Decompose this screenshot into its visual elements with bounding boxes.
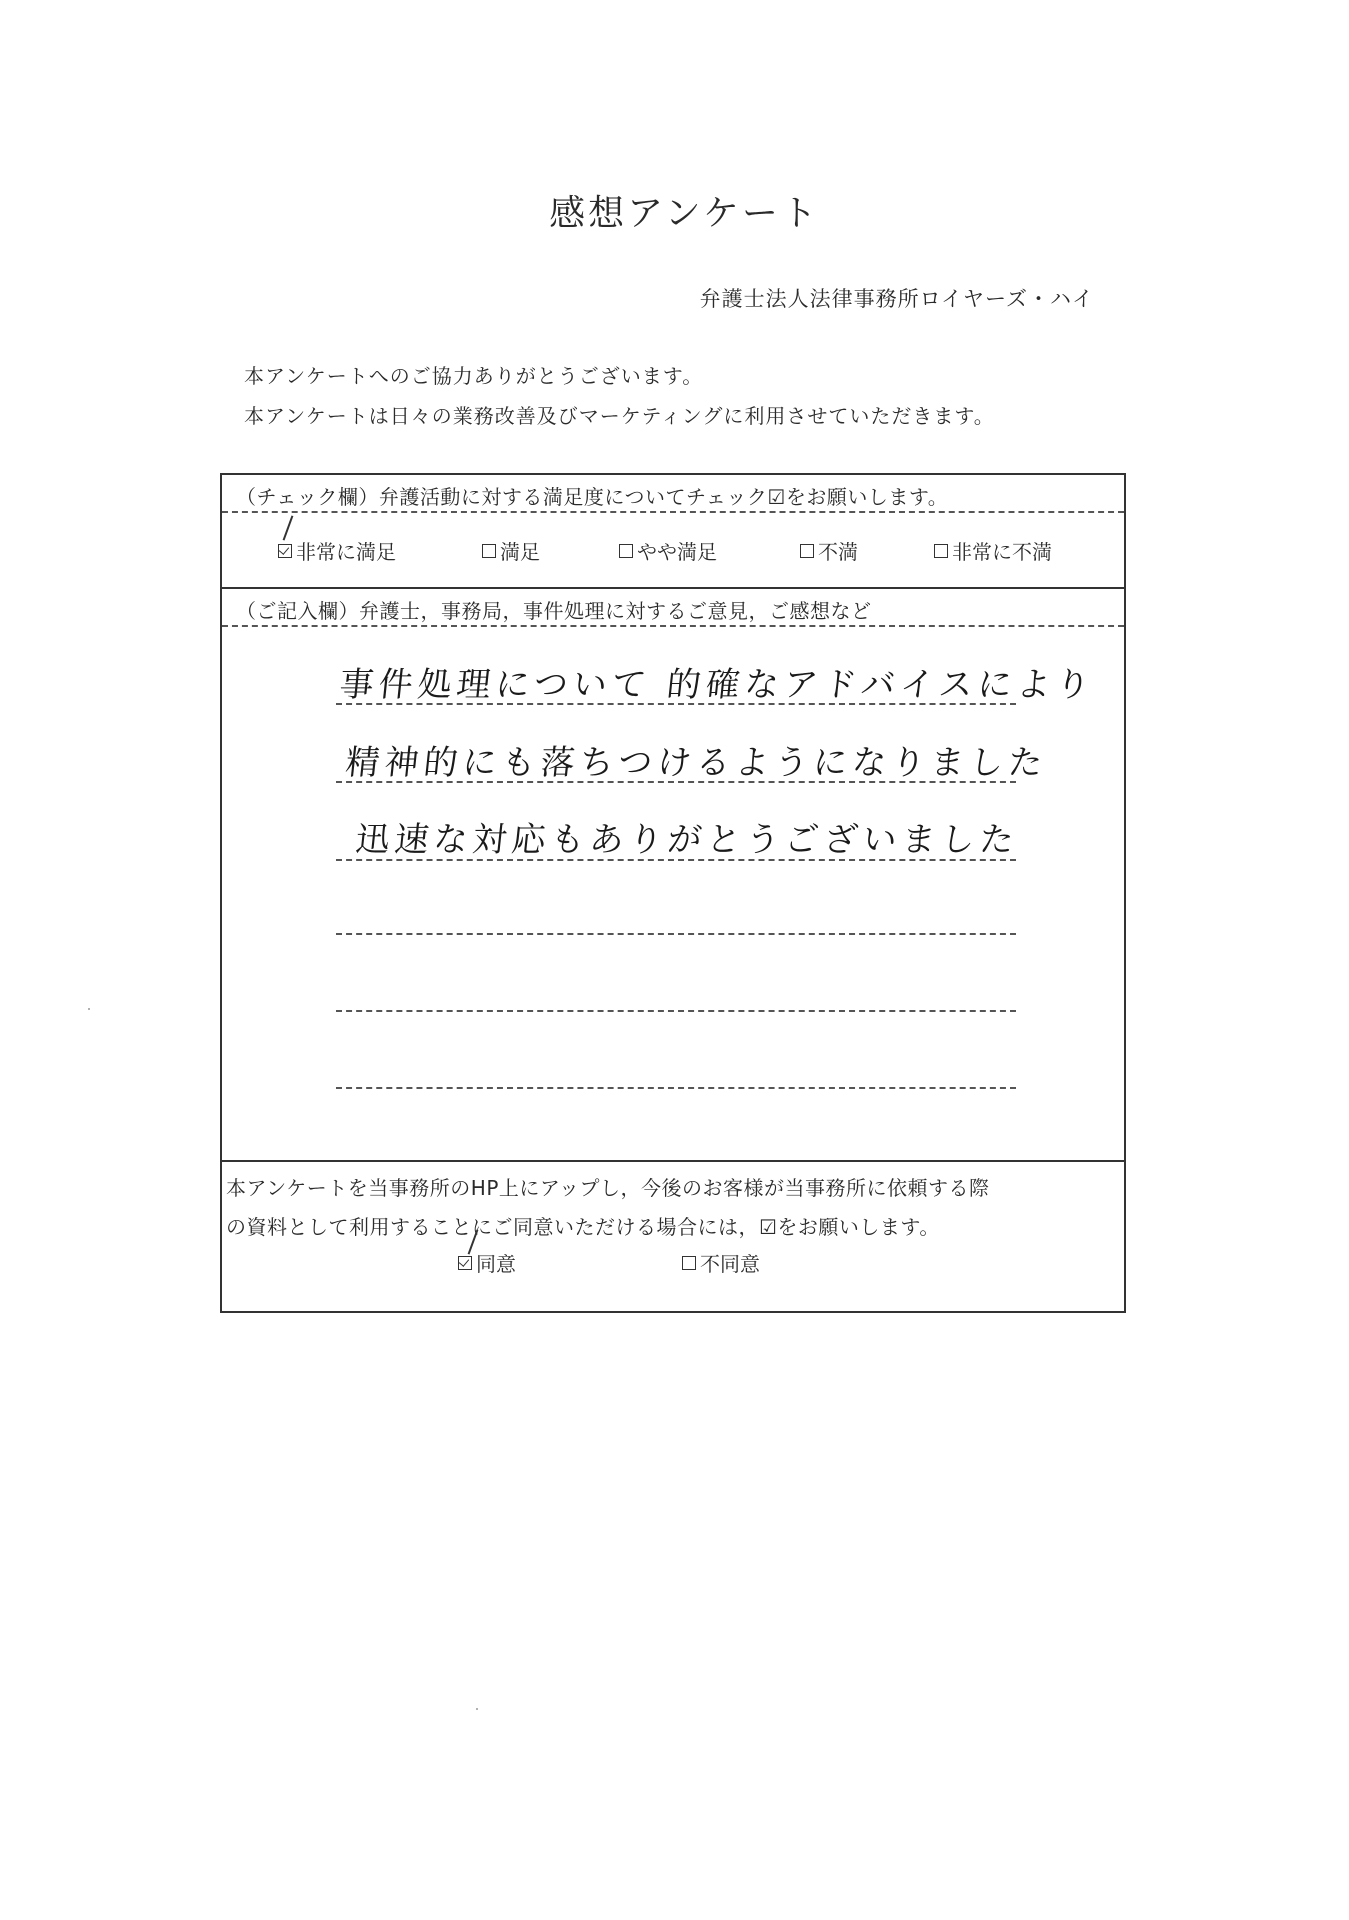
survey-title: 感想アンケート <box>549 193 820 234</box>
handwritten-comment-line: 精神的にも落ちつけるようになりました <box>343 743 1050 783</box>
comment-rule-line[interactable] <box>336 1010 1016 1012</box>
checkbox-checked-icon[interactable] <box>458 1256 472 1270</box>
divider <box>222 625 1124 627</box>
option-label: 同意 <box>476 1252 516 1276</box>
check-section-header: （チェック欄）弁護活動に対する満足度についてチェック☑をお願いします。 <box>236 485 949 509</box>
handwritten-comment-line: 迅速な対応もありがとうございました <box>353 820 1021 860</box>
option-disagree[interactable] <box>682 1248 760 1277</box>
option-very-satisfied[interactable] <box>278 536 396 565</box>
option-label: 不満 <box>818 540 858 564</box>
consent-text-line-2: の資料として利用することにご同意いただける場合には，☑をお願いします。 <box>226 1215 940 1239</box>
option-satisfied[interactable] <box>482 536 540 565</box>
survey-form <box>220 473 1126 1313</box>
comment-rule-line[interactable] <box>336 933 1016 935</box>
option-dissatisfied[interactable] <box>800 536 858 565</box>
intro-line-2: 本アンケートは日々の業務改善及びマーケティングに利用させていただきます。 <box>244 404 995 428</box>
comment-rule-line[interactable] <box>336 781 1016 783</box>
option-label: 非常に不満 <box>952 540 1052 564</box>
firm-name: 弁護士法人法律事務所ロイヤーズ・ハイ <box>699 287 1094 311</box>
checkbox-icon[interactable] <box>619 544 633 558</box>
checkbox-icon[interactable] <box>482 544 496 558</box>
handwritten-comment-line: 事件処理について 的確なアドバイスにより <box>337 665 1097 705</box>
checkbox-icon[interactable] <box>682 1256 696 1270</box>
scan-speck <box>88 1008 90 1010</box>
divider <box>222 587 1124 589</box>
comment-section-header: （ご記入欄）弁護士，事務局，事件処理に対するご意見，ご感想など <box>236 599 872 623</box>
comment-rule-line[interactable] <box>336 859 1016 861</box>
option-label: 非常に満足 <box>296 540 396 564</box>
divider <box>222 511 1124 513</box>
checkbox-checked-icon[interactable] <box>278 544 292 558</box>
option-label: やや満足 <box>637 540 717 564</box>
option-label: 不同意 <box>700 1252 760 1276</box>
option-label: 満足 <box>500 540 540 564</box>
option-very-dissatisfied[interactable] <box>934 536 1052 565</box>
consent-text-line-1: 本アンケートを当事務所のHP上にアップし，今後のお客様が当事務所に依頼する際 <box>226 1176 990 1200</box>
comment-rule-line[interactable] <box>336 1087 1016 1089</box>
intro-line-1: 本アンケートへのご協力ありがとうございます。 <box>244 364 704 388</box>
divider <box>222 1160 1124 1162</box>
checkbox-icon[interactable] <box>934 544 948 558</box>
scan-speck <box>476 1708 478 1710</box>
option-agree[interactable] <box>458 1248 516 1277</box>
comment-rule-line[interactable] <box>336 703 1016 705</box>
checkbox-icon[interactable] <box>800 544 814 558</box>
option-somewhat-satisfied[interactable] <box>619 536 717 565</box>
